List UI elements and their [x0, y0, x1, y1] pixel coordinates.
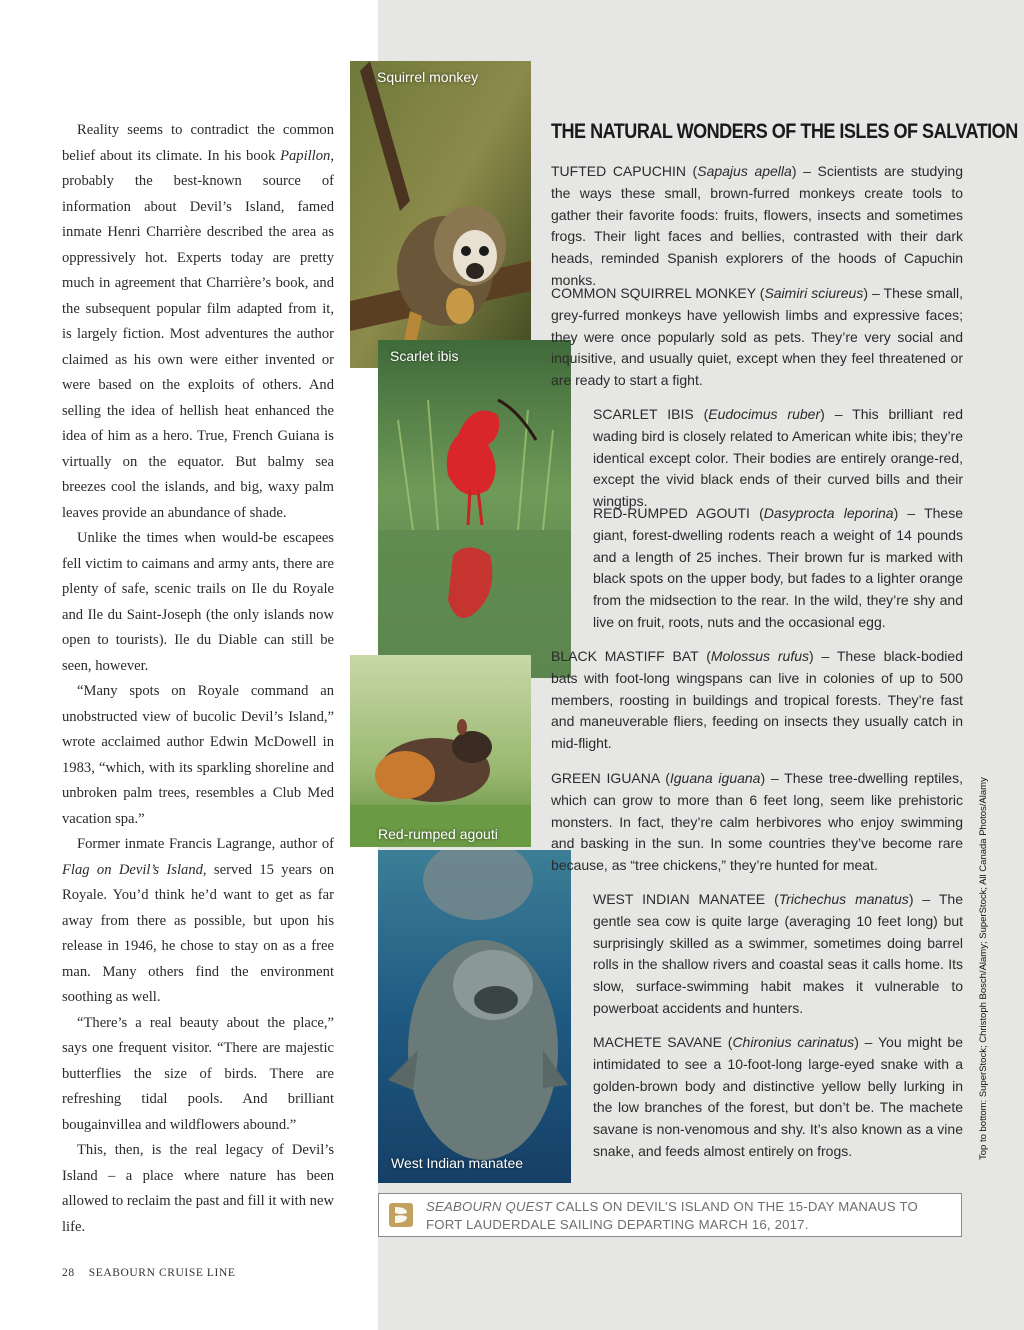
page-footer: [62, 1267, 250, 1279]
body-paragraph: [62, 1138, 334, 1240]
text: BLACK MASTIFF BAT (: [551, 648, 711, 664]
text: ) – These giant, forest-dwelling rodents reach a weight of 14 pounds and a length of 25 inches. Their brown fur is marked with black spots on the upper body, but fades to a lighter orange from the midsection to the rear. In the wild, they’re shy and live on fruit, roots, nuts and the occasional egg.: [593, 505, 964, 630]
text: ) – This brilliant red wading bird is closely related to American white ibis; they’re identical except color. Their bodies are entirely orange-red, except the vivid black ends of their curved bills and their wingtips.: [593, 406, 964, 510]
agouti-photo: [350, 655, 531, 847]
article-headline: THE NATURAL WONDERS OF THE ISLES OF SALVATION: [551, 120, 1018, 143]
latin-name: Sapajus apella: [697, 163, 792, 179]
photo-caption: West Indian manatee: [391, 1155, 524, 1171]
latin-name: Trichechus manatus: [778, 891, 909, 907]
text: ) – You might be intimidated to see a 10-foot-long large-eyed snake with a golden-brown body and distinctive yellow belly lurking in the low branches of the forest, but don’t be. The machete savane is non-venomous and shy. It’s also known as a vine snake, and feeds almost entirely on frogs.: [593, 1034, 963, 1159]
latin-name: Chironius carinatus: [732, 1034, 855, 1050]
photo-caption: Squirrel monkey: [377, 69, 479, 85]
photo-caption: Scarlet ibis: [390, 348, 459, 364]
manatee-photo: [378, 850, 571, 1183]
ship-name: SEABOURN QUEST: [426, 1199, 552, 1214]
text: Former inmate Francis Lagrange, author of: [77, 836, 334, 852]
squirrel-monkey-photo: [350, 61, 531, 368]
text: COMMON SQUIRREL MONKEY (: [551, 285, 765, 301]
text: SCARLET IBIS (: [593, 406, 709, 422]
sailing-callout: [378, 1193, 962, 1237]
photo-credit: Top to bottom: SuperStock; Christoph Bosch/Alamy; SuperStock; All Canada Photos/Alamy: [978, 777, 989, 1160]
text: Unlike the times when would-be escapees fell victim to caimans and army ants, there are plenty of safe, scenic trails on Ile du Royale and Ile du Saint-Joseph (the only islands now open to tourists). Ile du Diable can still be seen, however.: [62, 530, 334, 674]
body-paragraph: [62, 1011, 334, 1139]
species-entry: [593, 404, 963, 513]
text: , served 15 years on Royale. You’d think he’d want to get as far away from there as possible, but upon his release in 1946, he chose to stay on as a free man. Many others find the environment soothing as well.: [62, 861, 334, 1005]
photo-caption: Red-rumped agouti: [378, 826, 498, 842]
species-entry: [551, 646, 963, 755]
body-paragraph: [62, 679, 334, 832]
text: ) – These black-bodied bats with foot-long wingspans can live in colonies of up to 500 members, roosting in buildings and tropical forests. They’re fast and maneuverable fliers, feeding on insects they usually catch in mid-flight.: [551, 648, 963, 752]
species-entry: [551, 283, 963, 392]
body-paragraph: [62, 118, 334, 526]
text: This, then, is the real legacy of Devil’s Island – a place where nature has been allowed to reclaim the past and fill it with new life.: [62, 1142, 334, 1235]
page-number: 28: [62, 1267, 75, 1279]
latin-name: Iguana iguana: [669, 770, 761, 786]
text: TUFTED CAPUCHIN (: [551, 163, 698, 179]
text: ) – These small, grey-furred monkeys have yellowish limbs and expressive faces; they were once popularly sold as pets. They’re very social and inquisitive, and usually quiet, except when they feel threatened or are ready to start a fight.: [551, 285, 963, 389]
text: , probably the best-known source of information about Devil’s Island, famed inmate Henri Charrière described the area as oppressively hot. Experts today are pretty much in agreement that Charrière’s book, and the subsequent popular film adapted from it, is largely fiction. Most adventures the author claimed as his own were either invented or were based on the exploits of others. And selling the idea of hellish heat enhanced the idea of him as a hero. True, French Guiana is virtually on the equator. But balmy sea breezes cool the islands, and big, waxy palm leaves provide an abundance of shade.: [62, 147, 334, 521]
species-entry: [551, 768, 963, 877]
text: MACHETE SAVANE (: [593, 1034, 733, 1050]
species-entry: [593, 1032, 963, 1163]
seabourn-logo-icon: [389, 1203, 413, 1227]
text: CALLS ON DEVIL’S ISLAND ON THE 15-DAY MANAUS TO FORT LAUDERDALE SAILING DEPARTING MARCH 16, 2017.: [426, 1199, 918, 1232]
body-text-column: [62, 118, 334, 1240]
text: “There’s a real beauty about the place,” says one frequent visitor. “There are majestic butterflies the size of birds. There are refreshing tidal pools. And brilliant bougainvillea and wildflowers abound.”: [62, 1014, 334, 1133]
book-title: Flag on Devil’s Island: [62, 861, 203, 878]
book-title: Papillon: [280, 147, 331, 164]
text: GREEN IGUANA (: [551, 770, 670, 786]
text: ) – Scientists are studying the ways these small, brown-furred monkeys create tools to gather their favorite foods: fruits, flowers, insects and sometimes frogs. Their light faces and bellies, contrasted with their dark heads, reminded Spanish explorers of the hoods of Capuchin monks.: [551, 163, 964, 288]
publication-name: SEABOURN CRUISE LINE: [88, 1267, 236, 1279]
scarlet-ibis-photo: [378, 340, 571, 678]
text: “Many spots on Royale command an unobstructed view of bucolic Devil’s Island,” wrote acclaimed author Edwin McDowell in 1983, “which, with its sparkling shoreline and unbroken palm trees, resembles a Club Med vacation spa.”: [62, 683, 334, 827]
latin-name: Molossus rufus: [710, 648, 809, 664]
species-entry: [593, 503, 963, 634]
text: ) – The gentle sea cow is quite large (averaging 10 feet long) but surprisingly skilled as a swimmer, sometimes doing barrel rolls in the shallow rivers and coastal seas it calls home. Its slow, surface-swimming habit makes it vulnerable to powerboat accidents and hunters.: [593, 891, 963, 1016]
body-paragraph: [62, 526, 334, 679]
latin-name: Saimiri sciureus: [764, 285, 864, 301]
body-paragraph: [62, 832, 334, 1011]
species-entry: [593, 889, 963, 1020]
text: RED-RUMPED AGOUTI (: [593, 505, 764, 521]
text: WEST INDIAN MANATEE (: [593, 891, 779, 907]
latin-name: Dasyprocta leporina: [763, 505, 894, 521]
text: Reality seems to contradict the common belief about its climate. In his book: [62, 122, 334, 164]
species-entry: [551, 161, 963, 292]
callout-text: [426, 1198, 946, 1234]
latin-name: Eudocimus ruber: [708, 406, 821, 422]
text: ) – These tree-dwelling reptiles, which can grow to more than 6 feet long, seem like prehistoric monsters. In fact, they’re calm herbivores who enjoy swimming and basking in the sun. In some countries they’ve become rare because, as “tree chickens,” they’re hunted for meat.: [551, 770, 963, 874]
